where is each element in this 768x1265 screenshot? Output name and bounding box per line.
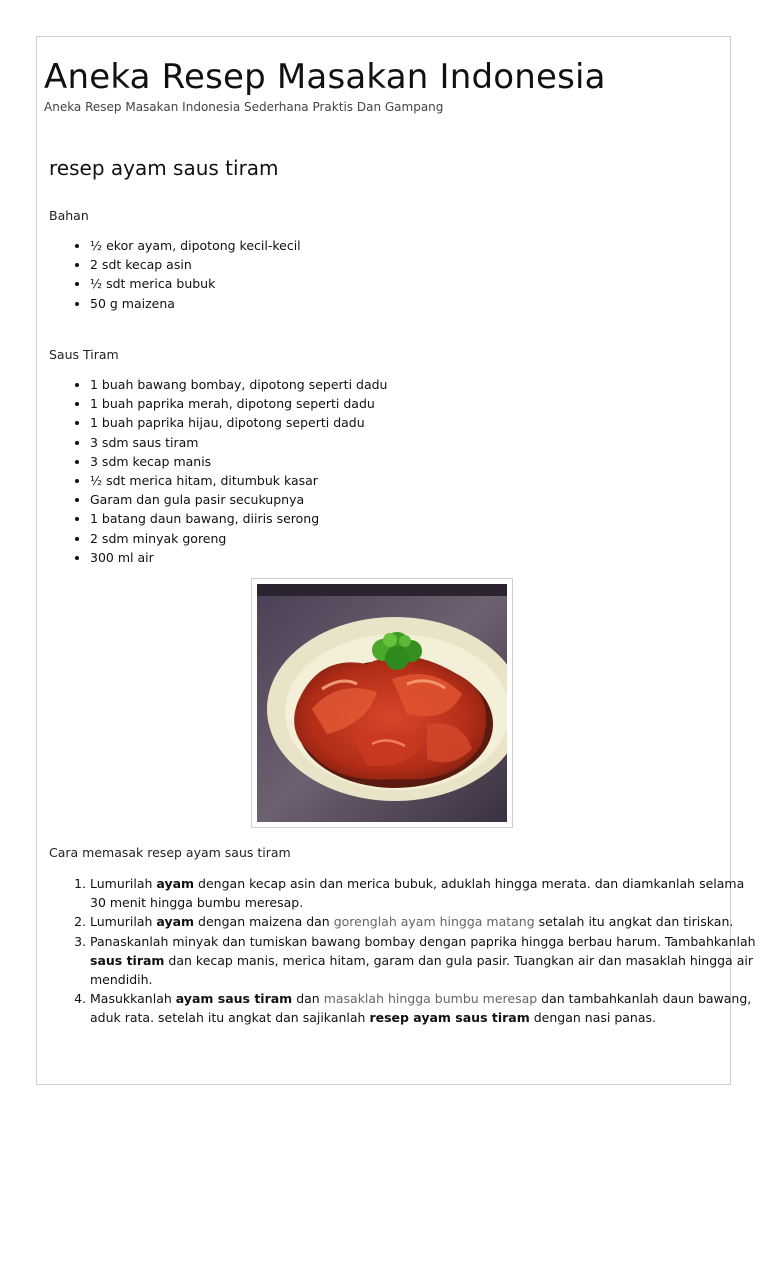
step-bold: saus tiram (90, 952, 165, 968)
step-text: Lumurilah (90, 876, 157, 891)
step-text: dengan nasi panas. (529, 1010, 656, 1026)
list-item: • Garam dan gula pasir secukupnya (90, 490, 387, 509)
list-item: • 2 sdm minyak goreng (90, 529, 387, 548)
list-item: • 3 sdm kecap manis (90, 452, 387, 471)
step-text: dan kecap manis, merica hitam, garam dan gula pasir. Tuangkan air dan masaklah hingga air mendidih. (90, 952, 753, 988)
step-text: setalah itu angkat dan tiriskan. (534, 914, 734, 930)
list-item: • 1 buah paprika merah, dipotong seperti dadu (90, 394, 387, 413)
step-text: Lumurilah (90, 914, 157, 930)
recipe-photo (251, 578, 513, 828)
step-text: dengan maizena dan (194, 914, 334, 930)
list-item: • 1 buah paprika hijau, dipotong seperti dadu (90, 413, 387, 432)
list-item: • ½ ekor ayam, dipotong kecil-kecil (90, 236, 301, 255)
bahan-label: Bahan (49, 208, 89, 223)
list-item: • 2 sdt kecap asin (90, 255, 301, 274)
step-text: dan (292, 991, 324, 1007)
step-text: dan tambahkanlah daun bawang, aduk rata. setelah itu angkat dan sajikanlah (90, 991, 752, 1026)
step-link[interactable]: gorenglah ayam hingga matang (333, 914, 535, 930)
step-bold: ayam (156, 876, 195, 891)
list-item: • 300 ml air (90, 548, 387, 567)
chicken-dish-image (257, 584, 507, 822)
step-item (90, 874, 760, 912)
saus-tiram-label: Saus Tiram (49, 347, 119, 362)
step-bold: ayam saus tiram (175, 991, 293, 1007)
bahan-list (49, 236, 301, 313)
cooking-steps (49, 874, 760, 1028)
list-item: • 50 g maizena (90, 294, 301, 313)
step-bold: resep ayam saus tiram (369, 1010, 530, 1026)
list-item: • 3 sdm saus tiram (90, 433, 387, 452)
list-item: • 1 batang daun bawang, diiris serong (90, 509, 387, 528)
post-title[interactable]: resep ayam saus tiram (49, 156, 279, 180)
site-title[interactable]: Aneka Resep Masakan Indonesia (44, 57, 606, 97)
site-description: Aneka Resep Masakan Indonesia Sederhana Praktis Dan Gampang (44, 100, 444, 114)
step-link[interactable]: masaklah hingga bumbu meresap (323, 991, 538, 1007)
step-item (90, 932, 760, 990)
step-text: Panaskanlah minyak dan tumiskan bawang bombay dengan paprika hingga berbau harum. Tambahkanlah (90, 933, 756, 949)
step-item (90, 989, 760, 1027)
step-text: dengan kecap asin dan merica bubuk, aduklah hingga merata. dan diamkanlah selama 30 menit hingga bumbu meresap. (90, 876, 745, 911)
saus-tiram-list (49, 375, 387, 567)
list-item: • ½ sdt merica bubuk (90, 274, 301, 293)
list-item: • ½ sdt merica hitam, ditumbuk kasar (90, 471, 387, 490)
post-container (36, 36, 756, 1085)
step-bold: ayam (156, 914, 195, 930)
step-item (90, 912, 760, 931)
cara-label: Cara memasak resep ayam saus tiram (49, 845, 291, 860)
step-text: Masukkanlah (90, 991, 176, 1007)
list-item: • 1 buah bawang bombay, dipotong seperti dadu (90, 375, 387, 394)
